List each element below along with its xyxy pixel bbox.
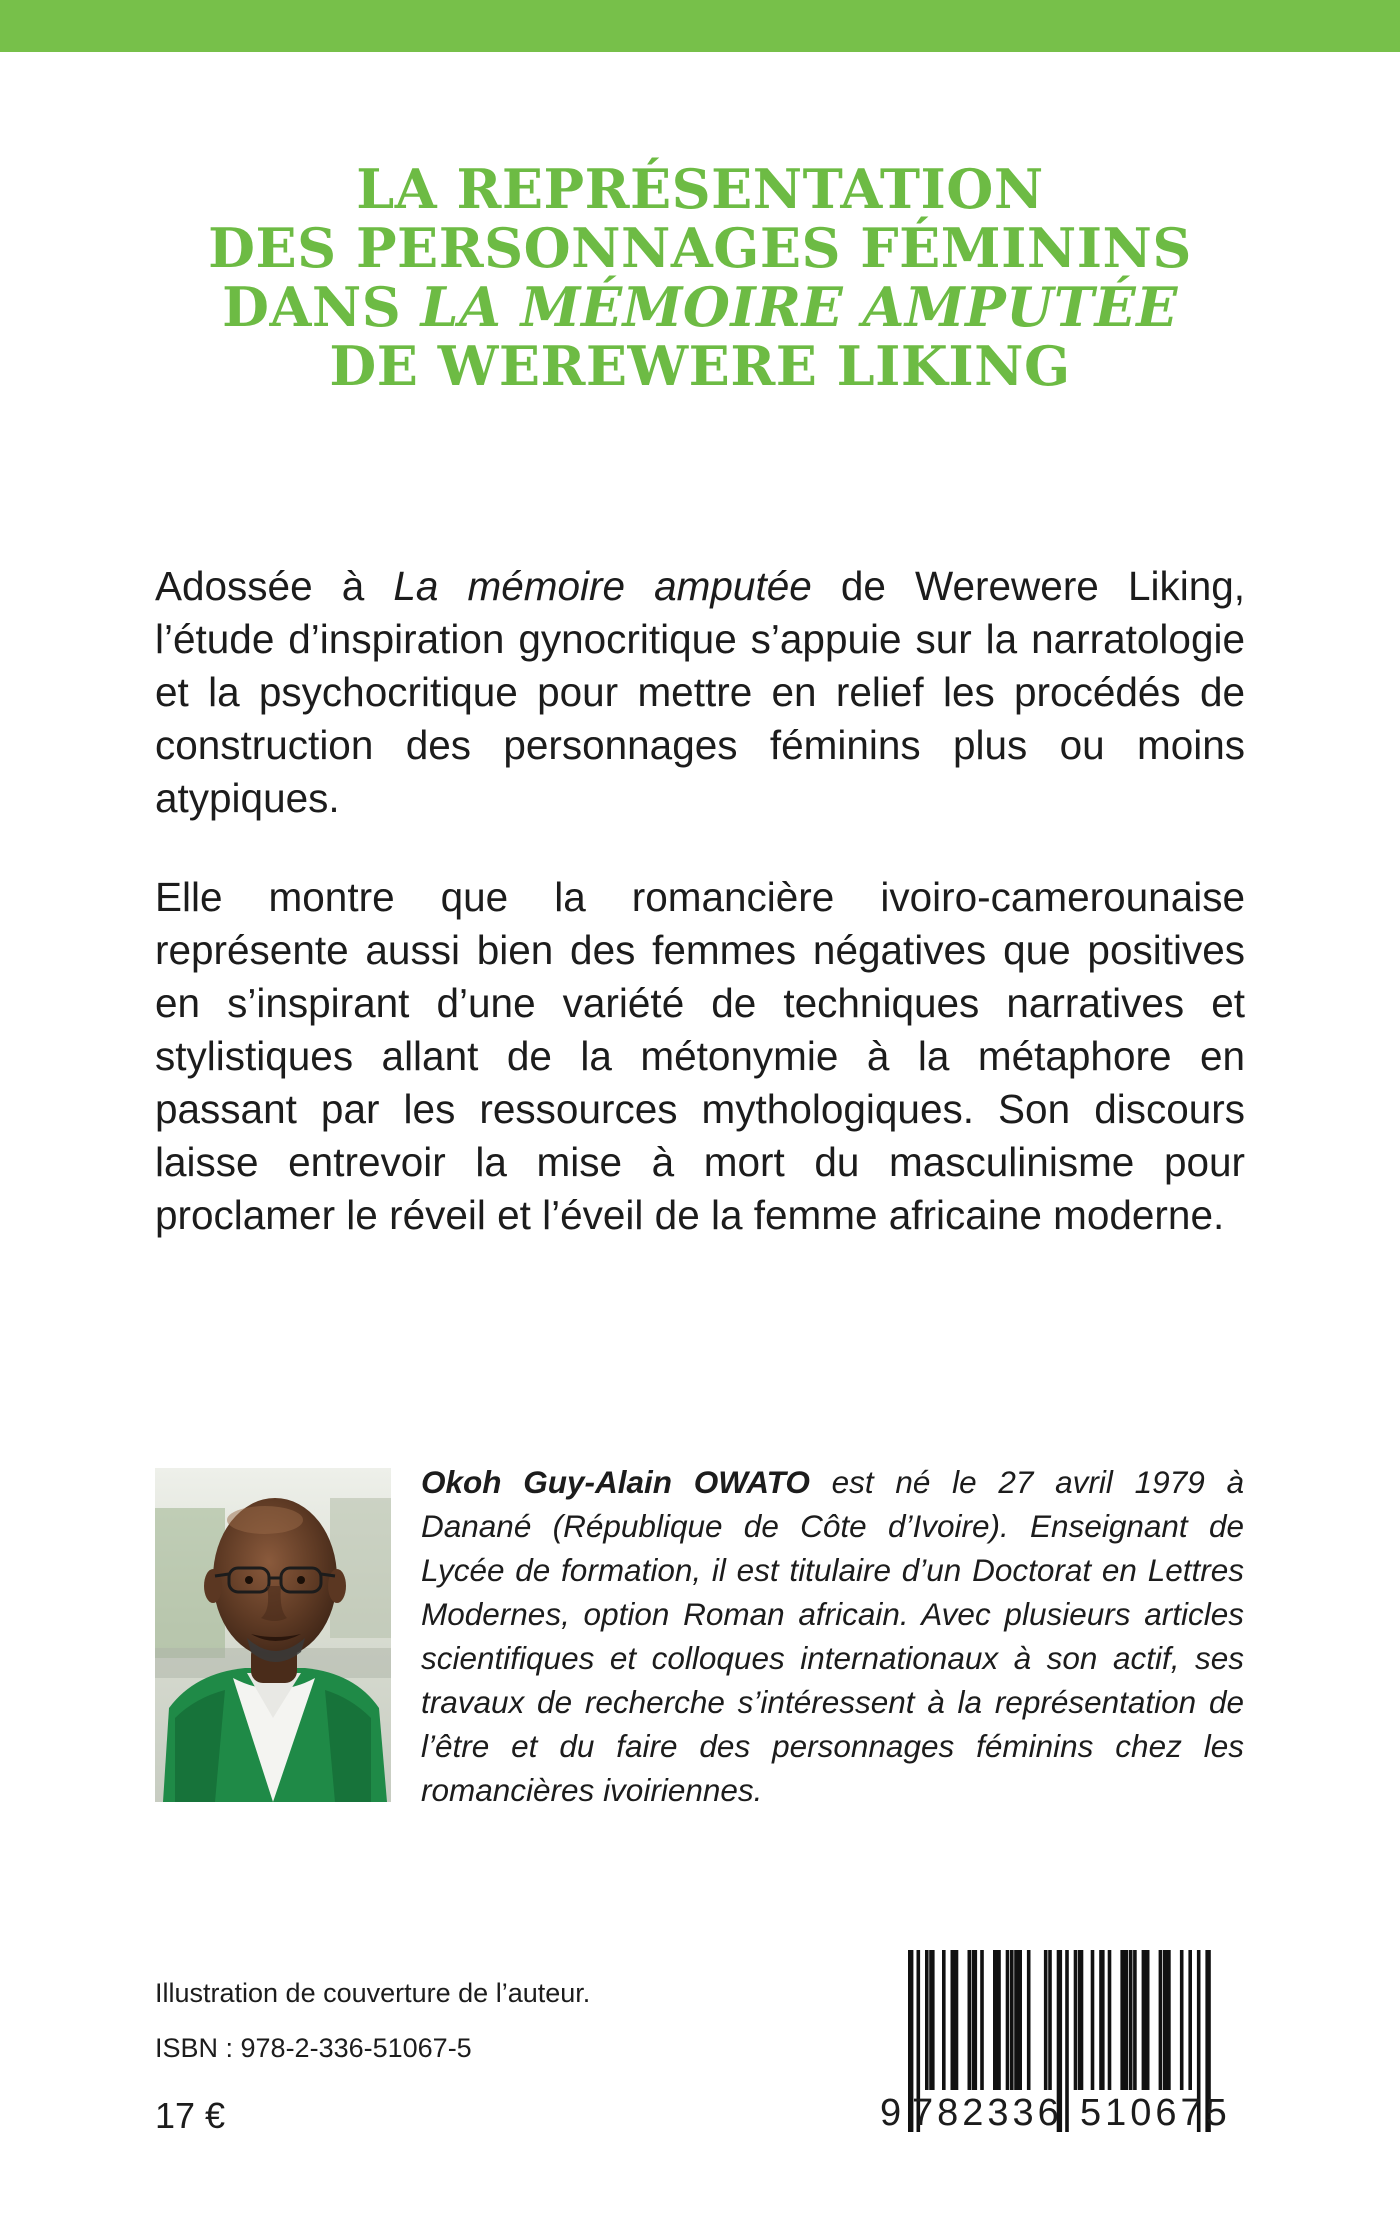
barcode-bar (1044, 1950, 1048, 2090)
author-name: Okoh Guy-Alain OWATO (421, 1464, 810, 1500)
barcode-bar (1108, 1950, 1112, 2090)
author-bio-text: est né le 27 avril 1979 à Danané (République de Côte d’Ivoire). Enseignant de Lycée de formation, il est titulaire d’un Doctorat en Lettres Modernes, option Roman africain. Avec plusieurs articles scientifiques et colloques internationaux à son actif, ses travaux de recherche s’intéressent à la représentation de l’être et du faire des personnages féminins chez les romancières ivoiriennes. (421, 1464, 1244, 1808)
barcode-bar (1010, 1950, 1014, 2090)
barcode-bar (1018, 1950, 1022, 2090)
barcode-bar (955, 1950, 959, 2090)
author-photo (155, 1468, 391, 1802)
barcode-bar (1048, 1950, 1052, 2090)
isbn: ISBN : 978-2-336-51067-5 (155, 2033, 472, 2063)
barcode-bar (1129, 1950, 1133, 2090)
barcode-digits-left: 782336 (912, 2092, 1063, 2134)
barcode-bar (925, 1950, 929, 2090)
barcode-bar (997, 1950, 1001, 2090)
barcode-bar (1091, 1950, 1095, 2090)
author-bio (421, 1460, 1244, 1812)
barcode-bar (1078, 1950, 1083, 2090)
barcode-bar (942, 1950, 946, 2090)
book-title (100, 157, 1300, 398)
barcode-bar (1125, 1950, 1129, 2090)
barcode-bar (968, 1950, 972, 2090)
barcode-bar (1146, 1950, 1150, 2090)
barcode-bar (1180, 1950, 1184, 2090)
book-summary (155, 560, 1245, 1288)
barcode-bar (972, 1950, 977, 2090)
summary-paragraph-2: Elle montre que la romancière ivoiro-camerounaise représente aussi bien des femmes négatives que positives en s’inspirant d’une variété de techniques narratives et stylistiques allant de la métonymie à la métaphore en passant par les ressources mythologiques. Son discours laisse entrevoir la mise à mort du masculinisme pour proclamer le réveil et l’éveil de la femme africaine moderne. (155, 874, 1245, 1238)
barcode-bar (1065, 1950, 1069, 2132)
summary-p1-italic: La mémoire amputée (393, 563, 812, 609)
barcode-bar (1188, 1950, 1192, 2090)
title-line-3 (100, 275, 1300, 339)
barcode-bar (1099, 1950, 1104, 2090)
title-line-1: LA REPRÉSENTATION (356, 157, 1044, 221)
barcode-bar (1006, 1950, 1010, 2090)
cover-credit: Illustration de couverture de l’auteur. (155, 1978, 591, 2008)
barcode-digits-right: 510675 (1080, 2092, 1231, 2134)
barcode-bar (980, 1950, 984, 2090)
price: 17 € (155, 2095, 226, 2136)
title-line-4: DE WEREWERE LIKING (329, 334, 1071, 398)
barcode-bar (929, 1950, 934, 2090)
barcode-bar (1159, 1950, 1163, 2090)
barcode-bar (1167, 1950, 1171, 2090)
author-portrait-image (155, 1468, 391, 1802)
barcode-bar (1027, 1950, 1031, 2090)
top-color-band (0, 0, 1400, 52)
barcode-bar (1133, 1950, 1137, 2090)
title-line-3-italic: LA MÉMOIRE AMPUTÉE (420, 275, 1178, 339)
barcode-digit-lead: 9 (880, 2092, 902, 2134)
summary-paragraph-1 (155, 560, 1245, 825)
summary-p1-after: de Werewere Liking, l’étude d’inspiration gynocritique s’appuie sur la narratologie et la psychocritique pour mettre en relief les procédés de construction des personnages féminins plus ou moins atypiques. (155, 563, 1246, 821)
summary-p1-before: Adossée à (155, 563, 394, 609)
title-line-2: DES PERSONNAGES FÉMININS (208, 216, 1192, 280)
barcode-bar (1074, 1950, 1078, 2090)
title-line-3-prefix: DANS (222, 275, 421, 339)
